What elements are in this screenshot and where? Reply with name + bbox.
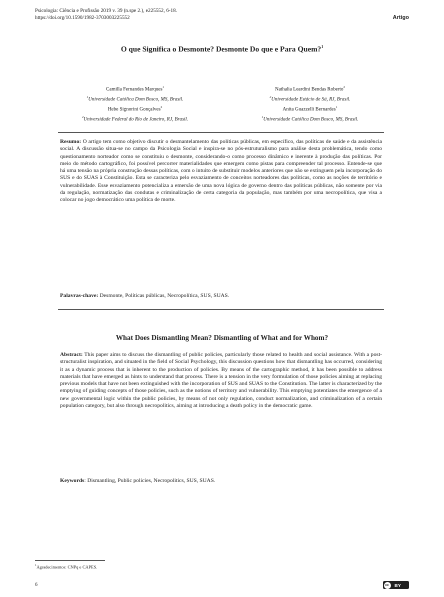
author-affiliation: $^2$Universidade Estácio de Sá, RJ, Brasil. [269, 95, 351, 103]
authors-right [235, 84, 385, 125]
keywords-text: : Dismantling, Public policies, Necropolitics, SUS, SUAS. [84, 478, 216, 484]
creative-commons-icon: cc [385, 583, 389, 587]
author-name: Hebe Signorini Gonçalves$^2$ [107, 105, 163, 113]
author-affiliation: $^1$Universidade Católica Dom Bosco, MS, Brasil. [86, 95, 184, 103]
author-name: Nathalia Leardini Bendas Roberto$^2$ [274, 85, 346, 93]
footnote-text: Agradecimentos: CNPq e CAPES. [36, 564, 98, 570]
footnote [35, 563, 97, 569]
author-affiliation: $^1$Universidade Católica Dom Bosco, MS, Brasil. [261, 115, 359, 124]
divider-top [58, 132, 384, 133]
cc-by-license-badge[interactable] [383, 581, 409, 589]
page-number: 6 [35, 583, 38, 588]
palavras-chave [60, 293, 382, 300]
author-name: Anita Guazzelli Bernardes$^1$ [282, 105, 338, 113]
divider-middle [58, 309, 384, 310]
title-english: What Does Dismantling Mean? Dismantling of What and for Whom? [115, 334, 329, 342]
doi-link[interactable]: https://doi.org/10.1590/1982-3703003225552 [35, 14, 130, 21]
abstract-text: This paper aims to discuss the dismantling of public policies, particularly those related to health and social assistance. With a post-structuralist inspiration, and situated in the field of Social Psychology, this discussion questions how that dismantling has occurred, considering it as a dynamic process that is inherent to the production of policies. By means of the cartographic method, it has been possible to address materials that have emerged as hints to understand that process. There is a tension in the very formulation of those policies aiming at replacing previous models that have not been extinguished with the incorporation of SUS and SUAS to the Constitution. The latter is characterized by the emptying of guiding concepts of those policies, such as the notions of territory and vulnerability. This emptying potentiates the emergence of a new governmental logic within the public policies, by means of not only regulation, conduct normalization, and criminalization of a certain population category, but also through necropolitics, aiming at introducing a death policy in the democratic game. [60, 352, 382, 410]
resumo-text: O artigo tem como objetivo discutir o desmantelamento das políticas públicas, em específico, das políticas de saúde e da assistência social. A discussão situa-se no campo da Psicologia Social e inspira-se no pós-estruturalismo para análise desta problemática, tendo como questionamento norteador como se constituiu o desmonte, considerando-o como processo dinâmico e inerente à produção das políticas. Por meio do método cartográfico, foi possível percorrer materialidades que emergem como pistas para compreender tal processo. Entende-se que há uma tensão na própria construção dessas políticas, com o intuito de substituir modelos anteriores que não se extinguem pela incorporação do SUS e do SUAS à Constituição. Esta se caracteriza pelo esvaziamento de conceitos norteadores das políticas, como as noções de território e vulnerabilidade. Esse esvaziamento potencializa a emersão de uma nova lógica de governo dentro das políticas públicas, não somente por via da regulação, normatização das condutas e criminalização de certa categoria da população, mas também por uma necropolítica, que visa a colocar no jogo democrático uma política de morte. [60, 139, 382, 204]
palavras-label: Palavras-chave: [60, 293, 99, 299]
footnote-divider [35, 560, 105, 561]
author-affiliation: $^2$Universidade Federal do Rio de Janeiro, RJ, Brasil. [81, 115, 189, 124]
journal-citation: Psicologia: Ciência e Profissão 2019 v. 39 (n.spe 2.), e225552, 6-18. [35, 8, 178, 14]
title-portuguese [35, 44, 409, 54]
article-type-tag: Artigo [392, 15, 409, 21]
footnote-marker: 1 [35, 563, 37, 567]
authors-left [60, 84, 210, 125]
abstract-paragraph [60, 352, 382, 410]
keywords [60, 478, 382, 485]
palavras-text: Desmonte, Políticas públicas, Necropolítica, SUS, SUAS. [98, 293, 230, 299]
resumo-label: Resumo: [60, 139, 82, 145]
running-header [35, 8, 409, 21]
abstract-label: Abstract: [60, 352, 83, 358]
title-pt-text: O que Significa o Desmonte? Desmonte Do que e Para Quem? [120, 44, 322, 54]
title-note-marker: 1 [321, 44, 324, 49]
license-by-label: BY [394, 582, 401, 588]
author-name: Camilla Fernandes Marques$^1$ [106, 85, 164, 93]
keywords-label: Keywords [60, 478, 85, 484]
resumo-paragraph [60, 139, 382, 205]
